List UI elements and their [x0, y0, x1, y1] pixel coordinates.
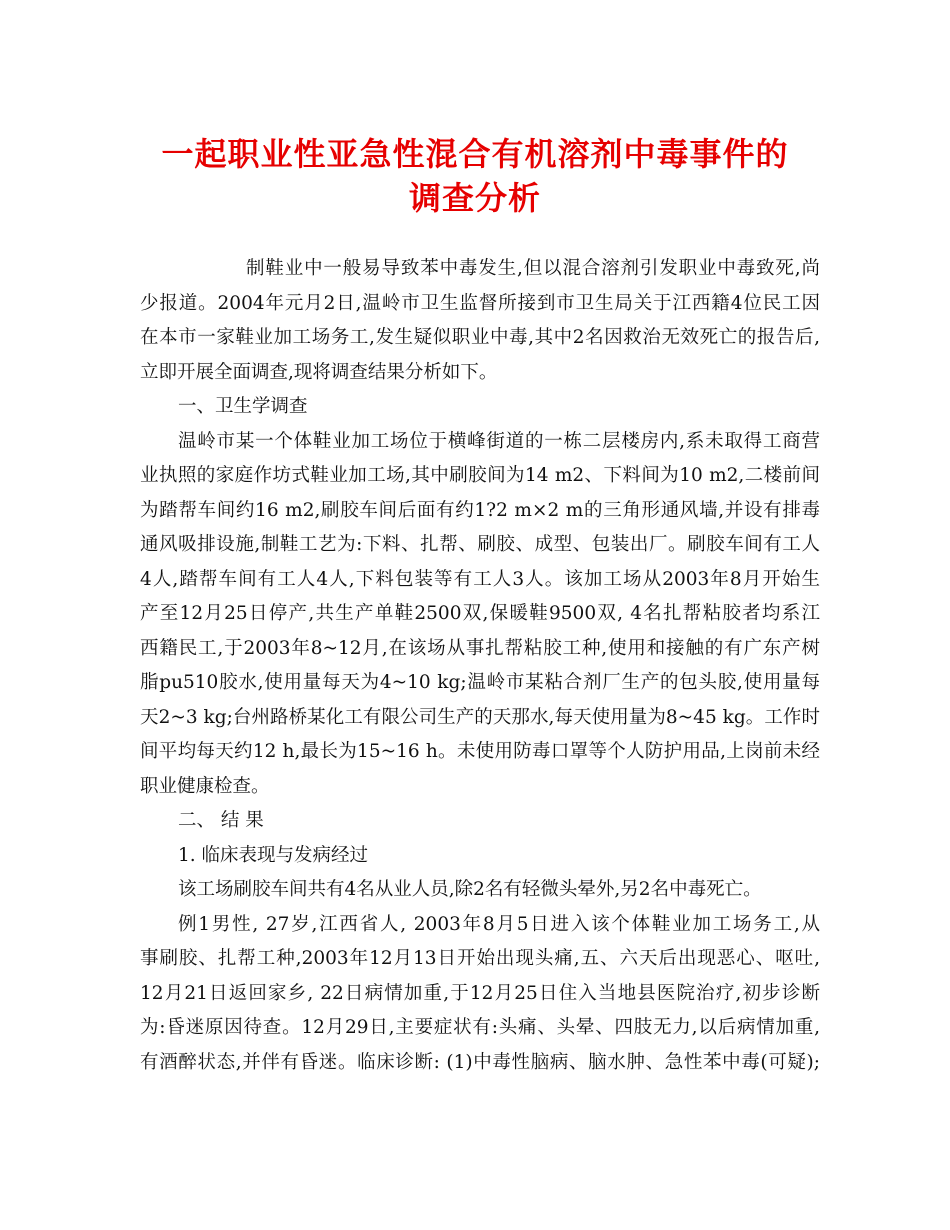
subsection-heading: 1. 临床表现与发病经过 — [178, 844, 369, 866]
body-line: 制鞋业中一般易导致苯中毒发生,但以混合溶剂引发职业中毒致死,尚 — [246, 258, 820, 279]
body-line: 立即开展全面调查,现将调查结果分析如下。 — [140, 361, 498, 383]
body-line: 通风吸排设施,制鞋工艺为:下料、扎帮、刷胶、成型、包装出厂。刷胶车间有工人 — [140, 534, 820, 555]
body-line: 西籍民工,于2003年8~12月,在该场从事扎帮粘胶工种,使用和接触的有广东产树 — [140, 637, 820, 659]
body-line: 温岭市某一个体鞋业加工场位于横峰街道的一栋二层楼房内,系未取得工商营 — [178, 430, 820, 452]
body-line: 12月21日返回家乡, 22日病情加重,于12月25日住入当地县医院治疗,初步诊断 — [140, 982, 820, 1004]
body-line: 少报道。2004年元月2日,温岭市卫生监督所接到市卫生局关于江西籍4位民工因 — [140, 292, 820, 314]
document-title-line-2: 调查分析 — [408, 179, 541, 217]
body-line: 天2~3 kg;台州路桥某化工有限公司生产的天那水,每天使用量为8~45 kg。工作时 — [140, 706, 820, 728]
body-line: 为:昏迷原因待查。12月29日,主要症状有:头痛、头晕、四肢无力,以后病情加重, — [140, 1017, 820, 1038]
document-title-line-1: 一起职业性亚急性混合有机溶剂中毒事件的 — [161, 135, 789, 173]
body-line: 在本市一家鞋业加工场务工,发生疑似职业中毒,其中2名因救治无效死亡的报告后, — [140, 327, 820, 348]
body-line: 业执照的家庭作坊式鞋业加工场,其中刷胶间为14 m2、下料间为10 m2,二楼前间 — [140, 465, 820, 486]
section-heading-2: 二、 结 果 — [178, 810, 264, 831]
body-line: 例1男性, 27岁,江西省人, 2003年8月5日进入该个体鞋业加工场务工,从 — [178, 913, 820, 935]
body-line: 间平均每天约12 h,最长为15~16 h。未使用防毒口罩等个人防护用品,上岗前未经 — [140, 741, 820, 762]
body-line: 职业健康检查。 — [140, 775, 270, 797]
body-line: 有酒醉状态,并伴有昏迷。临床诊断: (1)中毒性脑病、脑水肿、急性苯中毒(可疑); — [140, 1051, 820, 1073]
section-heading-1: 一、卫生学调查 — [178, 396, 308, 417]
body-line: 4人,踏帮车间有工人4人,下料包装等有工人3人。该加工场从2003年8月开始生 — [140, 568, 820, 590]
body-line: 脂pu510胶水,使用量每天为4~10 kg;温岭市某粘合剂厂生产的包头胶,使用量每 — [140, 672, 820, 693]
body-line: 该工场刷胶车间共有4名从业人员,除2名有轻微头晕外,另2名中毒死亡。 — [178, 879, 762, 900]
document-body — [140, 252, 820, 1080]
body-line: 为踏帮车间约16 m2,刷胶车间后面有约1?2 m×2 m的三角形通风墙,并设有排毒 — [140, 499, 820, 521]
body-line: 产至12月25日停产,共生产单鞋2500双,保暖鞋9500双, 4名扎帮粘胶者均系江 — [140, 603, 820, 624]
body-line: 事刷胶、扎帮工种,2003年12月13日开始出现头痛,五、六天后出现恶心、呕吐, — [140, 948, 820, 969]
